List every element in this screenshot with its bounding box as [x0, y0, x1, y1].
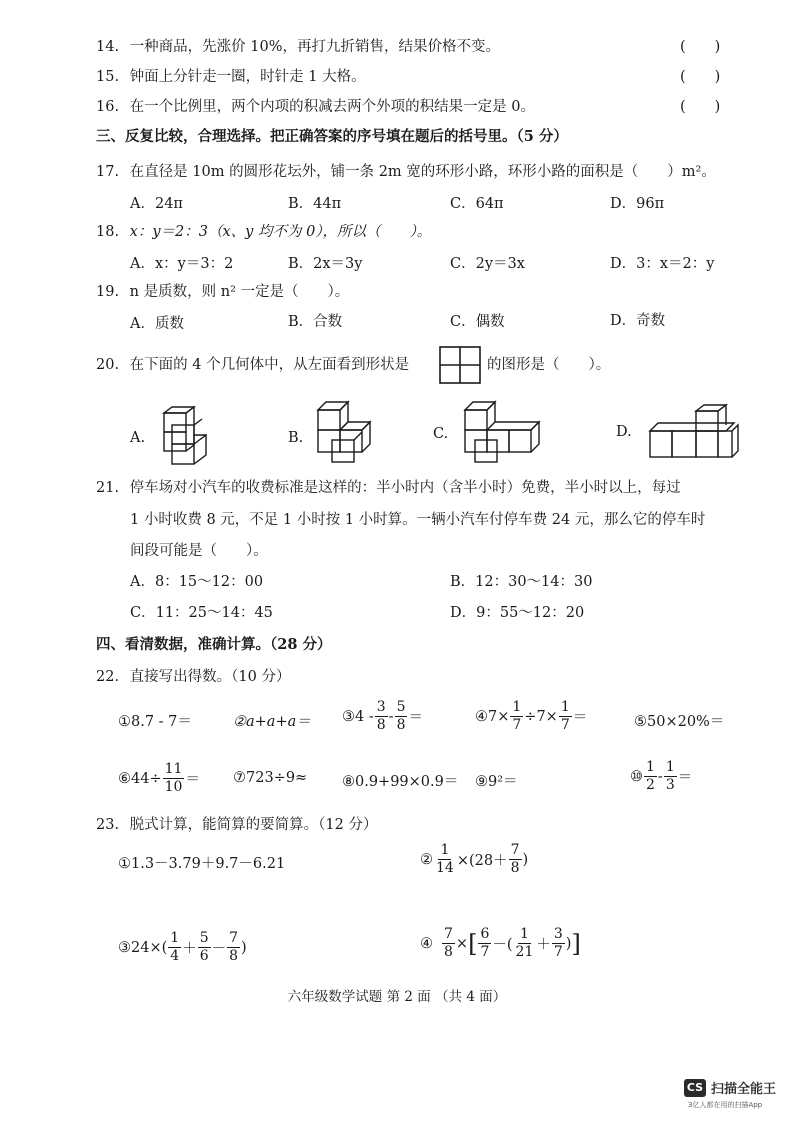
fraction: $\frac{11}{10}$ — [164, 761, 183, 795]
q22-expr-4: ④7× $\frac{1}{7}$ ÷7× $\frac{1}{7}$ ＝ — [475, 699, 588, 733]
q21-option-d[interactable]: D．9：55～12：20 — [450, 605, 585, 621]
q22-expr-5: ⑤50×20%＝ — [634, 714, 725, 730]
watermark-tagline: 3亿人都在用的扫描App — [688, 1101, 763, 1109]
q22-expr-7: ⑦723÷9≈ — [233, 770, 308, 786]
q22-expr-6: ⑥44÷ $\frac{11}{10}$ ＝ — [118, 761, 200, 795]
q21-text-2: 1 小时收费 8 元，不足 1 小时按 1 小时算。一辆小汽车付停车费 24 元，那么它的停车时 — [130, 512, 706, 528]
q21-option-c[interactable]: C．11：25～14：45 — [130, 605, 273, 621]
cube-figure-b-icon[interactable] — [312, 400, 382, 466]
fraction: $\frac{1}{2}$ — [646, 759, 655, 793]
q21-option-a[interactable]: A．8：15～12：00 — [130, 574, 264, 590]
q18-option-a[interactable]: A．x：y＝3：2 — [130, 256, 234, 272]
q23-num: 23. — [96, 817, 120, 833]
q19-option-b[interactable]: B．合数 — [288, 314, 343, 330]
q22 — [96, 667, 290, 687]
cube-figure-c-icon[interactable] — [455, 400, 547, 466]
q18-option-c[interactable]: C．2y＝3x — [450, 256, 525, 272]
q17 — [96, 162, 716, 182]
q20-label-b[interactable]: B. — [288, 430, 304, 446]
q17-num: 17. — [96, 164, 120, 180]
q20-label-c[interactable]: C. — [433, 426, 449, 442]
q23-calc-2: ② $\frac{1}{14}$ ×(28＋ $\frac{7}{8}$ ) — [420, 842, 529, 876]
fraction: $\frac{1}{3}$ — [665, 759, 675, 793]
q21-text-1: 停车场对小汽车的收费标准是这样的：半小时内（含半小时）免费，半小时以上，每过 — [129, 480, 681, 496]
q16-num: 16. — [96, 99, 120, 115]
q15-blank[interactable]: ( ) — [680, 69, 721, 85]
q19-option-a[interactable]: A．质数 — [130, 316, 184, 332]
q17-option-b[interactable]: B．44π — [288, 196, 342, 212]
section-3-heading: 三、反复比较，合理选择。把正确答案的序号填在题后的括号里。（5 分） — [96, 128, 568, 145]
q20-text-after: 的图形是（ ）。 — [487, 357, 611, 373]
q14 — [96, 37, 500, 57]
fraction: $\frac{5}{6}$ — [199, 930, 209, 964]
q18-option-b[interactable]: B．2x＝3y — [288, 256, 363, 272]
left-view-grid-icon — [439, 346, 481, 384]
q18-text: x：y＝2：3（x、y 均不为 0），所以（ ）。 — [129, 224, 432, 240]
q19 — [96, 282, 349, 302]
q19-text: n 是质数，则 n² 一定是（ ）。 — [129, 284, 350, 300]
scanner-watermark — [684, 1078, 776, 1097]
fraction: $\frac{1}{4}$ — [170, 930, 180, 964]
q15 — [96, 67, 366, 87]
q19-option-d[interactable]: D．奇数 — [610, 313, 666, 329]
q20-text-before: 在下面的 4 个几何体中，从左面看到形状是 — [129, 357, 410, 373]
q17-text: 在直径是 10m 的圆形花坛外，铺一条 2m 宽的环形小路，环形小路的面积是（ ）m²。 — [129, 164, 716, 180]
q23 — [96, 815, 377, 835]
q14-blank[interactable]: ( ) — [680, 39, 721, 55]
fraction: $\frac{1}{21}$ — [515, 926, 534, 960]
fraction: $\frac{3}{8}$ — [376, 699, 386, 733]
q23-text: 脱式计算，能简算的要简算。（12 分） — [129, 817, 378, 833]
q19-num: 19. — [96, 284, 120, 300]
fraction: $\frac{7}{8}$ — [510, 842, 520, 876]
q18-option-d[interactable]: D．3：x＝2：y — [610, 256, 715, 272]
q22-expr-9: ⑨9²＝ — [475, 774, 518, 790]
section-4-heading: 四、看清数据，准确计算。（28 分） — [96, 636, 332, 653]
q23-calc-1: ①1.3－3.79＋9.7－6.21 — [118, 856, 286, 872]
q23-calc-3: ③24×( $\frac{1}{4}$ ＋ $\frac{5}{6}$ － $\frac{7}{8}$ ) — [118, 930, 247, 964]
q16-text: 在一个比例里，两个内项的积减去两个外项的积结果一定是 0。 — [129, 99, 536, 115]
fraction: $\frac{3}{7}$ — [553, 926, 563, 960]
q22-text: 直接写出得数。（10 分） — [129, 669, 291, 685]
q20-label-d[interactable]: D. — [616, 424, 632, 440]
fraction: $\frac{1}{14}$ — [436, 842, 454, 876]
page-footer: 六年级数学试题 第 2 面 （共 4 面） — [287, 989, 507, 1005]
q16 — [96, 97, 535, 117]
q22-expr-10: ⑩ $\frac{1}{2}$ - $\frac{1}{3}$ ＝ — [630, 759, 693, 793]
q21-option-b[interactable]: B．12：30～14：30 — [450, 574, 593, 590]
q18-num: 18. — [96, 224, 120, 240]
cube-figure-d-icon[interactable] — [646, 403, 742, 465]
q16-blank[interactable]: ( ) — [680, 99, 721, 115]
q14-num: 14. — [96, 39, 120, 55]
q18 — [96, 222, 431, 242]
q22-expr-8: ⑧0.9+99×0.9＝ — [342, 774, 459, 790]
fraction: $\frac{1}{7}$ — [512, 699, 522, 733]
q17-option-a[interactable]: A．24π — [130, 196, 183, 212]
fraction: $\frac{7}{8}$ — [444, 926, 453, 960]
cs-logo-icon: CS — [684, 1079, 706, 1097]
q22-expr-1: ①8.7 - 7＝ — [118, 714, 192, 730]
q14-text: 一种商品，先涨价 10%，再打九折销售，结果价格不变。 — [129, 39, 501, 55]
q20 — [96, 355, 409, 375]
q15-text: 钟面上分针走一圈，时针走 1 大格。 — [129, 69, 366, 85]
q20-num: 20. — [96, 357, 120, 373]
q17-option-c[interactable]: C．64π — [450, 196, 504, 212]
q15-num: 15. — [96, 69, 120, 85]
fraction: $\frac{7}{8}$ — [229, 930, 239, 964]
fraction: $\frac{1}{7}$ — [560, 699, 570, 733]
q20-label-a[interactable]: A. — [130, 430, 146, 446]
q22-expr-3: ③4 - $\frac{3}{8}$ - $\frac{5}{8}$ ＝ — [342, 699, 423, 733]
q23-calc-4: ④ $\frac{7}{8}$ × [ $\frac{6}{7}$ －( $\frac{1}{21}$ ＋ $\frac{3}{7}$ ) ] — [420, 926, 581, 960]
q19-option-c[interactable]: C．偶数 — [450, 314, 505, 330]
fraction: $\frac{6}{7}$ — [480, 926, 490, 960]
q17-option-d[interactable]: D．96π — [610, 196, 665, 212]
q21-num: 21. — [96, 480, 120, 496]
fraction: $\frac{5}{8}$ — [396, 699, 406, 733]
q22-expr-2: ②a+a+a＝ — [233, 714, 311, 730]
q21-line-1 — [96, 478, 681, 498]
q22-num: 22. — [96, 669, 120, 685]
watermark-name: 扫描全能王 — [711, 1082, 777, 1097]
cube-figure-a-icon[interactable] — [152, 405, 217, 470]
q21-text-3: 间段可能是（ ）。 — [130, 543, 268, 559]
